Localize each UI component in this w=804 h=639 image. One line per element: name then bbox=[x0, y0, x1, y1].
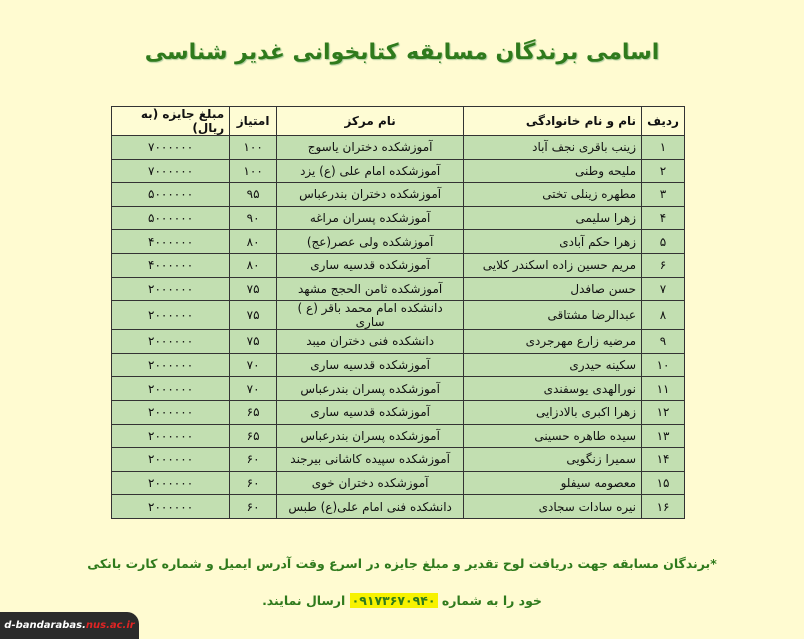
cell-score: ۱۰۰ bbox=[230, 159, 277, 183]
note-line-2-before: خود را به شماره bbox=[437, 593, 542, 608]
cell-rank: ۱۴ bbox=[642, 448, 685, 472]
cell-rank: ۱۱ bbox=[642, 377, 685, 401]
cell-rank: ۱۶ bbox=[642, 495, 685, 519]
cell-score: ۷۰ bbox=[230, 353, 277, 377]
cell-rank: ۶ bbox=[642, 253, 685, 277]
cell-name: زهرا سلیمی bbox=[464, 206, 642, 230]
cell-score: ۷۰ bbox=[230, 377, 277, 401]
cell-prize: ۲۰۰۰۰۰۰ bbox=[112, 353, 230, 377]
cell-score: ۱۰۰ bbox=[230, 136, 277, 160]
note-line-2 bbox=[20, 593, 784, 608]
cell-score: ۶۰ bbox=[230, 448, 277, 472]
cell-name: زینب باقری نجف آباد bbox=[464, 136, 642, 160]
cell-name: مطهره زینلی تختی bbox=[464, 183, 642, 207]
cell-name: عبدالرضا مشتاقی bbox=[464, 301, 642, 330]
cell-rank: ۱۲ bbox=[642, 400, 685, 424]
cell-score: ۷۵ bbox=[230, 277, 277, 301]
cell-score: ۹۵ bbox=[230, 183, 277, 207]
cell-name: معصومه سیفلو bbox=[464, 471, 642, 495]
cell-score: ۹۰ bbox=[230, 206, 277, 230]
table-row bbox=[112, 206, 685, 230]
watermark-domain: nus.ac.ir bbox=[85, 620, 135, 631]
cell-center: آموزشکده قدسیه ساری bbox=[277, 400, 464, 424]
table-row bbox=[112, 277, 685, 301]
table-row bbox=[112, 183, 685, 207]
cell-center: دانشکده امام محمد باقر (ع ) ساری bbox=[277, 301, 464, 330]
cell-rank: ۱ bbox=[642, 136, 685, 160]
cell-name: سمیرا زنگویی bbox=[464, 448, 642, 472]
note-line-1: *برندگان مسابقه جهت دریافت لوح تقدیر و مبلغ جایزه در اسرع وقت آدرس ایمیل و شماره کارت بانکی bbox=[87, 556, 717, 571]
cell-name: ملیحه وطنی bbox=[464, 159, 642, 183]
cell-prize: ۷۰۰۰۰۰۰ bbox=[112, 136, 230, 160]
cell-score: ۸۰ bbox=[230, 253, 277, 277]
cell-center: آموزشکده پسران مراغه bbox=[277, 206, 464, 230]
cell-name: سکینه حیدری bbox=[464, 353, 642, 377]
header-name: نام و نام خانوادگی bbox=[464, 107, 642, 136]
cell-rank: ۱۰ bbox=[642, 353, 685, 377]
winners-table bbox=[111, 106, 685, 519]
page-title: اسامی برندگان مسابقه کتابخوانی غدیر شناسی bbox=[144, 40, 660, 65]
table-row bbox=[112, 400, 685, 424]
cell-prize: ۲۰۰۰۰۰۰ bbox=[112, 495, 230, 519]
cell-prize: ۷۰۰۰۰۰۰ bbox=[112, 159, 230, 183]
cell-prize: ۲۰۰۰۰۰۰ bbox=[112, 330, 230, 354]
cell-rank: ۸ bbox=[642, 301, 685, 330]
cell-name: سیده طاهره حسینی bbox=[464, 424, 642, 448]
cell-center: آموزشکده قدسیه ساری bbox=[277, 253, 464, 277]
header-score: امتیاز bbox=[230, 107, 277, 136]
cell-prize: ۲۰۰۰۰۰۰ bbox=[112, 400, 230, 424]
table-row bbox=[112, 330, 685, 354]
cell-prize: ۲۰۰۰۰۰۰ bbox=[112, 471, 230, 495]
cell-center: آموزشکده ثامن الحجج مشهد bbox=[277, 277, 464, 301]
cell-prize: ۲۰۰۰۰۰۰ bbox=[112, 448, 230, 472]
cell-rank: ۴ bbox=[642, 206, 685, 230]
cell-name: زهرا حکم آبادی bbox=[464, 230, 642, 254]
header-rank: ردیف bbox=[642, 107, 685, 136]
cell-center: آموزشکده سپیده کاشانی بیرجند bbox=[277, 448, 464, 472]
table-row bbox=[112, 448, 685, 472]
cell-rank: ۳ bbox=[642, 183, 685, 207]
cell-center: آموزشکده قدسیه ساری bbox=[277, 353, 464, 377]
cell-center: آموزشکده امام علی (ع) یزد bbox=[277, 159, 464, 183]
table-row bbox=[112, 471, 685, 495]
cell-name: زهرا اکبری بالادزایی bbox=[464, 400, 642, 424]
cell-center: دانشکده فنی دختران میبد bbox=[277, 330, 464, 354]
table-row bbox=[112, 253, 685, 277]
cell-score: ۶۵ bbox=[230, 424, 277, 448]
cell-prize: ۲۰۰۰۰۰۰ bbox=[112, 377, 230, 401]
table-row bbox=[112, 230, 685, 254]
table-row bbox=[112, 424, 685, 448]
table-row bbox=[112, 377, 685, 401]
cell-name: نورالهدی یوسفندی bbox=[464, 377, 642, 401]
cell-prize: ۵۰۰۰۰۰۰ bbox=[112, 206, 230, 230]
cell-prize: ۴۰۰۰۰۰۰ bbox=[112, 230, 230, 254]
cell-score: ۸۰ bbox=[230, 230, 277, 254]
cell-prize: ۲۰۰۰۰۰۰ bbox=[112, 277, 230, 301]
table-header-row bbox=[112, 107, 685, 136]
cell-rank: ۹ bbox=[642, 330, 685, 354]
header-center: نام مرکز bbox=[277, 107, 464, 136]
cell-center: آموزشکده دختران خوی bbox=[277, 471, 464, 495]
site-watermark bbox=[0, 612, 139, 639]
cell-score: ۶۰ bbox=[230, 495, 277, 519]
cell-prize: ۲۰۰۰۰۰۰ bbox=[112, 301, 230, 330]
cell-rank: ۷ bbox=[642, 277, 685, 301]
cell-rank: ۲ bbox=[642, 159, 685, 183]
cell-center: آموزشکده پسران بندرعباس bbox=[277, 377, 464, 401]
cell-center: آموزشکده ولی عصر(عج) bbox=[277, 230, 464, 254]
cell-score: ۷۵ bbox=[230, 330, 277, 354]
cell-prize: ۴۰۰۰۰۰۰ bbox=[112, 253, 230, 277]
header-prize: مبلغ جایزه (به ریال) bbox=[112, 107, 230, 136]
table-row bbox=[112, 301, 685, 330]
cell-center: آموزشکده دختران بندرعباس bbox=[277, 183, 464, 207]
cell-rank: ۱۵ bbox=[642, 471, 685, 495]
cell-score: ۷۵ bbox=[230, 301, 277, 330]
cell-center: آموزشکده پسران بندرعباس bbox=[277, 424, 464, 448]
cell-prize: ۲۰۰۰۰۰۰ bbox=[112, 424, 230, 448]
cell-score: ۶۵ bbox=[230, 400, 277, 424]
cell-name: مرضیه زارع مهرجردی bbox=[464, 330, 642, 354]
cell-prize: ۵۰۰۰۰۰۰ bbox=[112, 183, 230, 207]
phone-number: ۰۹۱۷۳۶۷۰۹۴۰ bbox=[351, 593, 436, 608]
table-row bbox=[112, 495, 685, 519]
watermark-prefix: d-bandarabas. bbox=[4, 620, 86, 631]
cell-score: ۶۰ bbox=[230, 471, 277, 495]
cell-center: دانشکده فنی امام علی(ع) طبس bbox=[277, 495, 464, 519]
note-line-2-after: ارسال نمایند. bbox=[262, 593, 350, 608]
cell-rank: ۵ bbox=[642, 230, 685, 254]
cell-rank: ۱۳ bbox=[642, 424, 685, 448]
table-row bbox=[112, 353, 685, 377]
cell-name: حسن صافدل bbox=[464, 277, 642, 301]
cell-name: نیره سادات سجادی bbox=[464, 495, 642, 519]
table-row bbox=[112, 159, 685, 183]
cell-name: مریم حسین زاده اسکندر کلایی bbox=[464, 253, 642, 277]
cell-center: آموزشکده دختران یاسوج bbox=[277, 136, 464, 160]
table-row bbox=[112, 136, 685, 160]
